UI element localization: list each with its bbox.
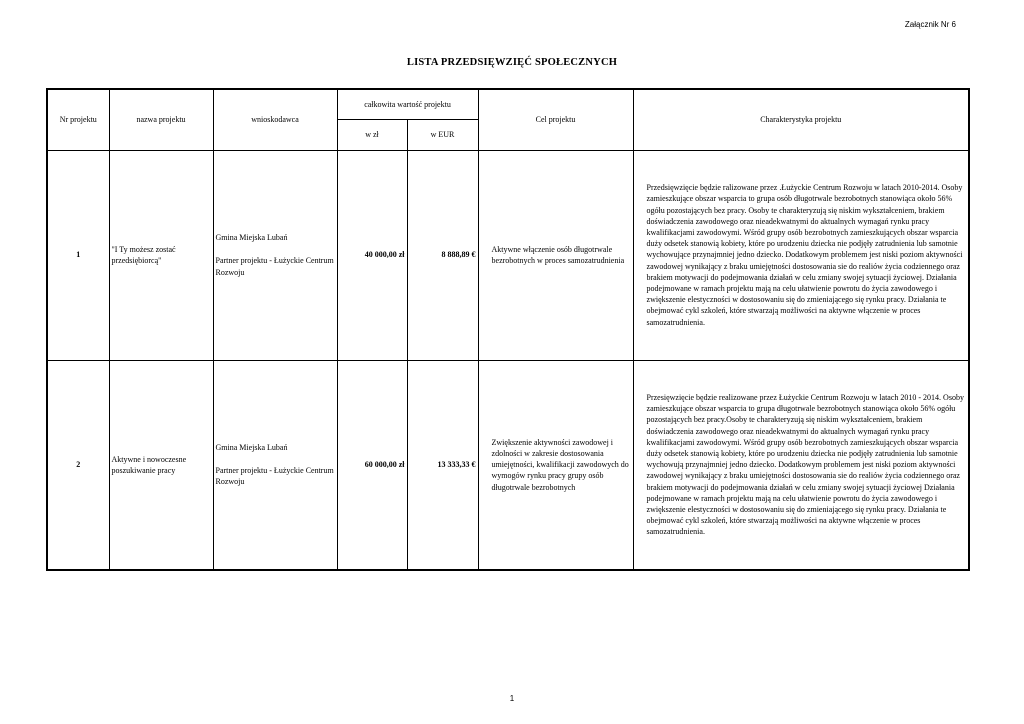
page-number: 1 [509,694,515,703]
project-applicant: Gmina Miejska Lubań [215,233,288,243]
col-header-name: nazwa projektu [109,89,213,150]
project-applicant-cell [213,150,337,360]
project-number: 2 [47,360,109,570]
table-row [47,150,969,360]
page-title: LISTA PRZEDSIĘWZIĘĆ SPOŁECZNYCH [406,57,618,68]
project-characteristics: Przesięwzięcie będzie realizowane przez Łużyckie Centrum Rozwoju w latach 2010 - 2014. Osoby zamieszkujące obszar wsparcia to grupa długotrwale bezrobotnych stanowiąca około 56% ogółu pozostających bez pracy.Osoby te charakteryzują się niskim wykształceniem, brakiem doświadczenia zawodowego oraz nieadekwatnymi do aktualnych wymagań rynku pracy kwalifikacjami zawodowymi. Wśród grupy osób bezrobotnych zamieszkujących obszar wsparcia duży odsetek stanowią kobiety, które po urodzeniu dziecka nie podjęły zatrudnienia lub samotnie wychowują przynajmniej jedno dziecko. Dodatkowym problemem jest niski poziom aktywności zawodowej wynikający z braku umiejętności dostosowania sie do realiów życia codziennego oraz brakiem motywacji do podejmowania działań w celu zmiany swojej sytuacji życiowej Działania podejmowane w ramach projektu mają na celu ułatwienie powrotu do życia zawodowego i zwiększenie elestyczności w dostosowaniu się do zmieniającego się rynku pracy. Działania te obejmować cykl szkoleń, które stwarzają możliwości na aktywne włączenie w proces samozatrudnienia. [633,360,969,570]
col-header-applicant: wnioskodawca [213,89,337,150]
project-value-pln: 40 000,00 zł [337,150,407,360]
header-row [47,89,969,119]
project-value-eur: 13 333,33 € [407,360,478,570]
project-name: Aktywne i nowoczesne poszukiwanie pracy [109,360,213,570]
project-applicant: Gmina Miejska Lubań [215,442,288,452]
col-header-eur: w EUR [407,119,478,150]
projects-table [46,88,970,571]
project-name: "I Ty możesz zostać przedsiębiorcą" [109,150,213,360]
col-header-total: całkowita wartość projektu [337,89,478,119]
col-header-pln: w zł [337,119,407,150]
project-goal: Zwiększenie aktywności zawodowej i zdolności w zakresie dostosowania umiejętności, kwalifikacji zawodowych do wymogów rynku pracy grupy osób długotrwale bezrobotnych [478,360,633,570]
project-number: 1 [47,150,109,360]
project-applicant-cell [213,360,337,570]
table-row [47,360,969,570]
project-value-pln: 60 000,00 zł [337,360,407,570]
project-partner: Partner projektu - Łużyckie Centrum Rozwoju [215,466,334,487]
project-characteristics: Przedsięwzięcie będzie ralizowane przez .Łużyckie Centrum Rozwoju w latach 2010-2014. Osoby zamieszkujące obszar wsparcia to grupa osób długotrwale bezrobotnych stanowiąca około 56% ogółu pozostających bez pracy. Osoby te charakteryzują się niskim wykształceniem, brakiem doświadczenia zawodowego oraz nieadekwatnymi do aktualnych wymagań rynku pracy kwalifikacjami zawodowymi. Wśród grupy osób bezrobotnych zamieszkujących obszar wsparcia duży odsetek stanowią kobiety, które po urodzeniu dziecka nie podjęły zatrudnienia lub samotnie wychowujące przynajmniej jedno dziecko. Dodatkowym problemem jest niski poziom aktywności zawodowej wynikający z braku umiejętności dostosowania sie do realiów życia codziennego oraz brakiem motywacji do podejmowania działań w celu zmiany swojej sytuacji życiowej. Działania podejmowane w ramach projektu mają na celu ułatwienie powrotu do życia zawodowego i zwiększenie elestyczności w dostosowaniu się do zmieniającego się rynku pracy. Działania te obejmować cykl szkoleń, które stwarzają możliwości na aktywne włączenie w proces samozatrudnienia. [633,150,969,360]
project-value-eur: 8 888,89 € [407,150,478,360]
project-goal: Aktywne włączenie osób długotrwale bezrobotnych w proces samozatrudnienia [478,150,633,360]
annex-label: Załącznik Nr 6 [904,20,956,29]
col-header-nr: Nr projektu [47,89,109,150]
project-partner: Partner projektu - Łużyckie Centrum Rozwoju [215,256,334,277]
col-header-goal: Cel projektu [478,89,633,150]
col-header-characteristics: Charakterystyka projektu [633,89,969,150]
